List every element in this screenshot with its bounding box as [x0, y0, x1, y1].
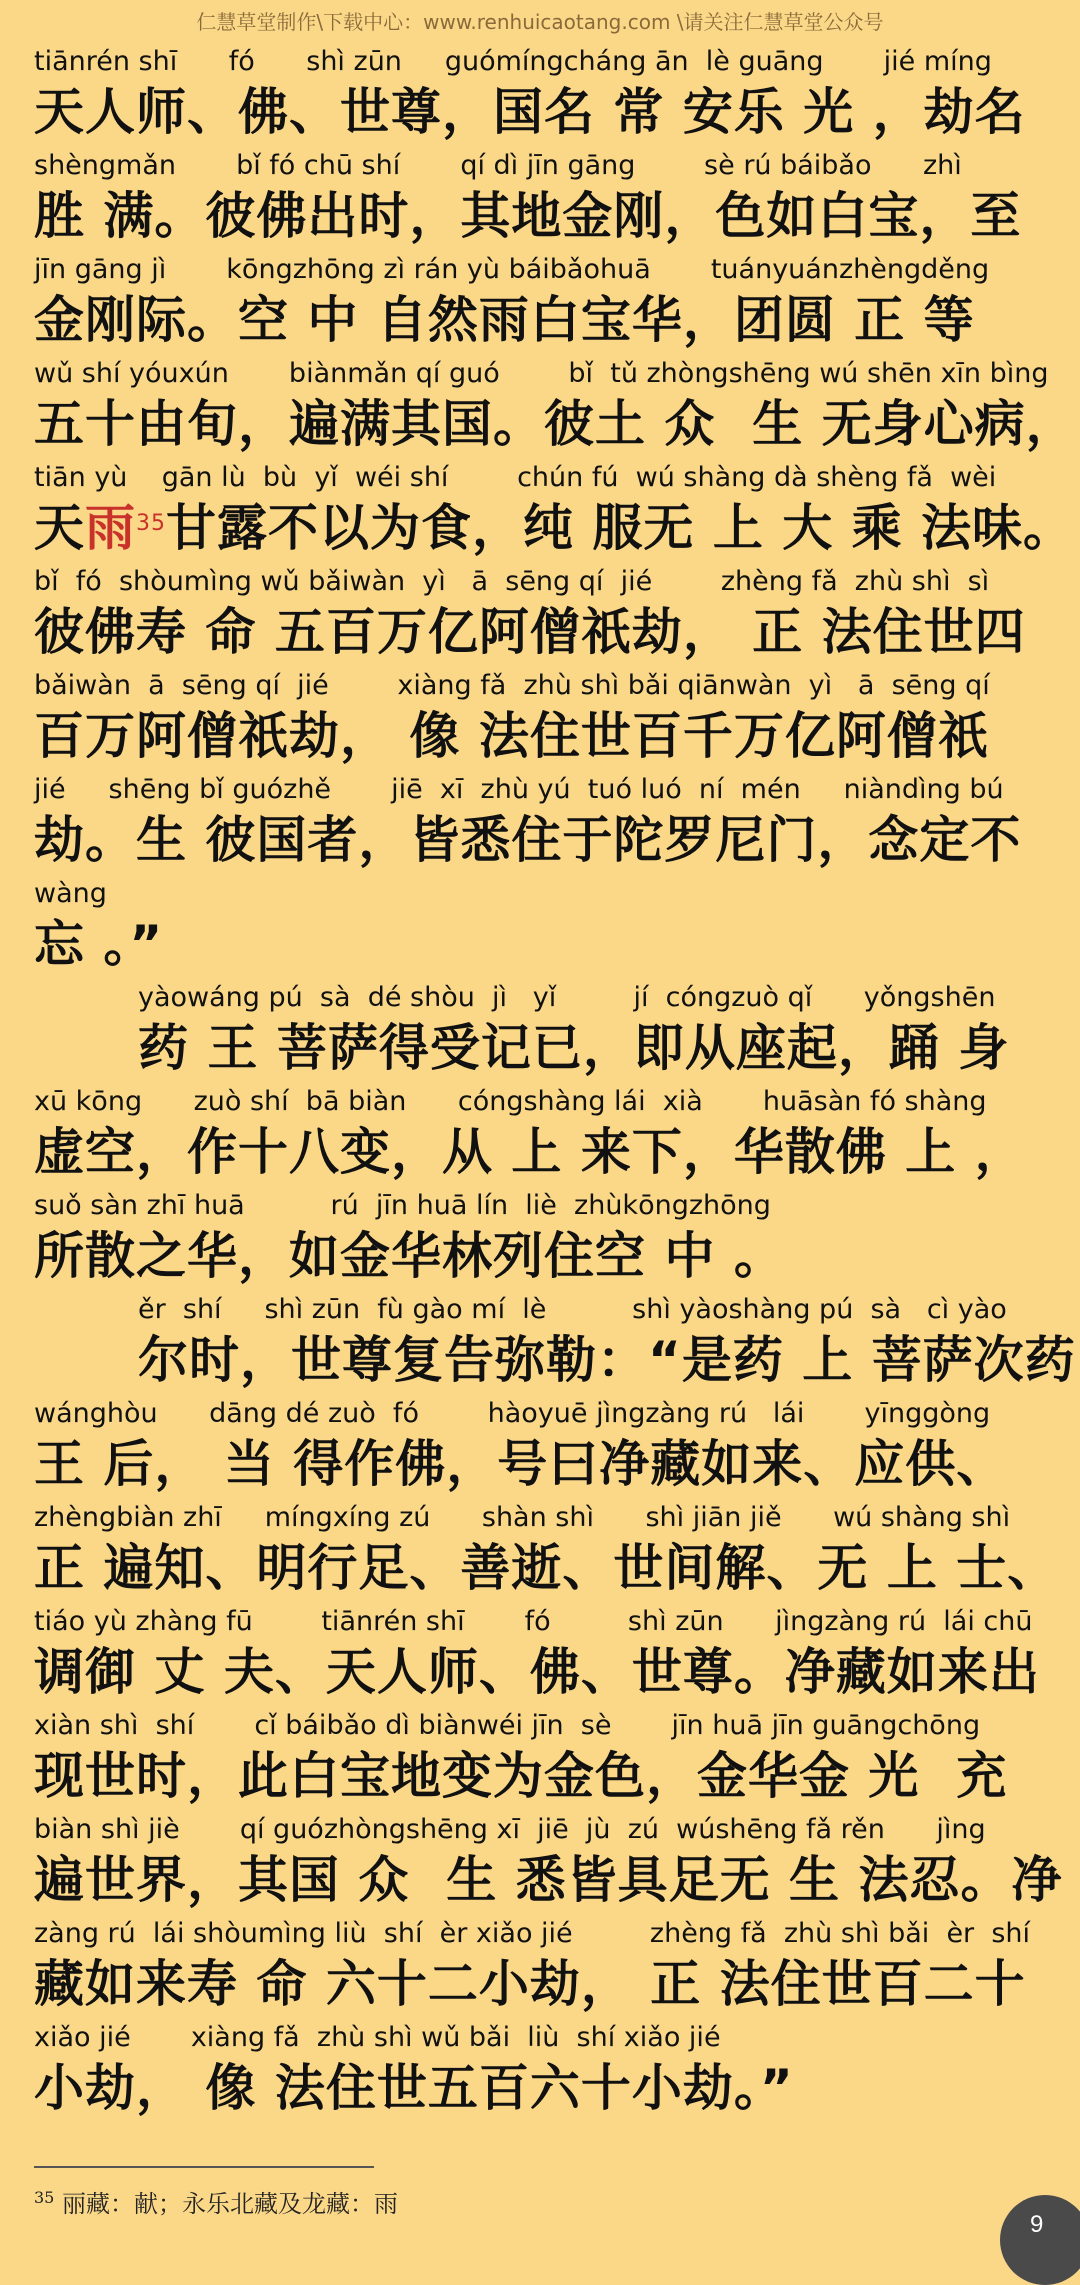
footnote-text: 丽藏：献；永乐北藏及龙藏：雨	[62, 2190, 398, 2218]
pinyin: jīn gāng jì kōngzhōng zì rán yù báibǎohuā tuányuánzhèngděng	[34, 254, 990, 285]
pinyin: tiáo yù zhàng fū tiānrén shī fó shì zūn jìngzàng rú lái chū	[34, 1606, 1033, 1637]
footnote-marker[interactable]: 35	[136, 511, 166, 536]
hanzi-segment: 甘露不以为食，纯 服无 上 大 乘 法味。	[166, 499, 1075, 557]
hanzi	[34, 496, 1075, 560]
page-number: 9	[1030, 2211, 1044, 2238]
pinyin: jié shēng bǐ guózhě jiē xī zhù yú tuó luó ní mén niàndìng bú	[34, 774, 1004, 805]
text-line	[34, 1292, 1076, 1396]
text-line	[34, 668, 1054, 772]
pinyin: wánghòu dāng dé zuò fó hàoyuē jìngzàng rú lái yīnggòng	[34, 1398, 991, 1429]
pinyin: wàng	[34, 878, 107, 909]
pinyin: zàng rú lái shòumìng liù shí èr xiǎo jié zhèng fǎ zhù shì bǎi èr shí	[34, 1918, 1031, 1949]
pinyin: ěr shí shì zūn fù gào mí lè shì yàoshàng pú sà cì yào	[138, 1294, 1007, 1325]
pinyin: xiàn shì shí cǐ báibǎo dì biànwéi jīn sè jīn huā jīn guāngchōng	[34, 1710, 981, 1741]
footnote-number: 35	[34, 2188, 55, 2207]
hanzi: 百万阿僧祇劫， 像 法住世百千万亿阿僧祇	[34, 707, 989, 765]
hanzi: 天人师、佛、世尊，国名 常 安乐 光 ，劫名	[34, 83, 1026, 141]
pinyin: tiān yù gān lù bù yǐ wéi shí chún fú wú shàng dà shèng fǎ wèi	[34, 462, 997, 493]
hanzi: 正 遍知、明行足、善逝、世间解、无 上 士、	[34, 1539, 1059, 1597]
text-line	[34, 2020, 1054, 2124]
hanzi: 藏如来寿 命 六十二小劫， 正 法住世百二十	[34, 1955, 1026, 2013]
pinyin: zhèngbiàn zhī míngxíng zú shàn shì shì jiān jiě wú shàng shì	[34, 1502, 1011, 1533]
text-line	[34, 1708, 1054, 1812]
text-line	[34, 460, 1075, 564]
hanzi: 现世时，此白宝地变为金色，金华金 光 充	[34, 1747, 1008, 1805]
text-line	[34, 772, 1054, 876]
text-line	[34, 1500, 1059, 1604]
hanzi: 小劫， 像 法住世五百六十小劫。”	[34, 2059, 794, 2117]
text-line	[34, 1188, 1054, 1292]
text-line	[34, 1396, 1054, 1500]
hanzi: 忘 。”	[34, 915, 164, 973]
hanzi: 金刚际。空 中 自然雨白宝华，团圆 正 等	[34, 291, 975, 349]
hanzi: 胜 满。彼佛出时，其地金刚，色如白宝，至	[34, 187, 1022, 245]
text-line	[34, 148, 1054, 252]
pinyin: tiānrén shī fó shì zūn guómíngcháng ān lè guāng jié míng	[34, 46, 992, 77]
pinyin: xiǎo jié xiàng fǎ zhù shì wǔ bǎi liù shí xiǎo jié	[34, 2022, 721, 2053]
pinyin: suǒ sàn zhī huā rú jīn huā lín liè zhùkōngzhōng	[34, 1190, 771, 1221]
text-line	[34, 44, 1054, 148]
text-line	[34, 564, 1054, 668]
sutra-text	[34, 44, 1077, 2124]
hanzi: 五十由旬，遍满其国。彼土 众 生 无身心病，	[34, 395, 1077, 453]
text-line	[34, 980, 1054, 1084]
hanzi: 药 王 菩萨得受记已，即从座起，踊 身	[138, 1019, 1010, 1077]
pinyin: shèngmǎn bǐ fó chū shí qí dì jīn gāng sè rú báibǎo zhì	[34, 150, 962, 181]
pinyin: bǐ fó shòumìng wǔ bǎiwàn yì ā sēng qí jié zhèng fǎ zhù shì sì	[34, 566, 990, 597]
hanzi: 遍世界，其国 众 生 悉皆具足无 生 法忍。净	[34, 1851, 1063, 1909]
hanzi: 劫。生 彼国者，皆悉住于陀罗尼门，念定不	[34, 811, 1022, 869]
pinyin: wǔ shí yóuxún biànmǎn qí guó bǐ tǔ zhòngshēng wú shēn xīn bìng	[34, 358, 1049, 389]
page-number-badge	[1000, 2195, 1080, 2285]
text-line	[34, 1812, 1063, 1916]
hanzi: 虚空，作十八变，从 上 来下，华散佛 上 ，	[34, 1123, 1026, 1181]
page-header: 仁慧草堂制作\下载中心：www.renhuicaotang.com \请关注仁慧草堂公众号	[196, 10, 884, 34]
hanzi: 王 后， 当 得作佛，号曰净藏如来、应供、	[34, 1435, 1008, 1493]
variant-character: 雨	[85, 499, 136, 557]
hanzi: 所散之华，如金华林列住空 中 。	[34, 1227, 785, 1285]
pinyin: yàowáng pú sà dé shòu jì yǐ jí cóngzuò qǐ yǒngshēn	[138, 982, 996, 1013]
hanzi: 彼佛寿 命 五百万亿阿僧祇劫， 正 法住世四	[34, 603, 1026, 661]
hanzi-segment: 天	[34, 499, 85, 557]
text-line	[34, 356, 1077, 460]
text-line	[34, 876, 1054, 980]
hanzi: 尔时，世尊复告弥勒：“是药 上 菩萨次药	[138, 1331, 1076, 1389]
footnote	[34, 2184, 398, 2219]
hanzi: 调御 丈 夫、天人师、佛、世尊。净藏如来出	[34, 1643, 1040, 1701]
text-line	[34, 1916, 1054, 2020]
text-line	[34, 252, 1054, 356]
text-line	[34, 1084, 1054, 1188]
pinyin: biàn shì jiè qí guózhòngshēng xī jiē jù zú wúshēng fǎ rěn jìng	[34, 1814, 986, 1845]
pinyin: xū kōng zuò shí bā biàn cóngshàng lái xià huāsàn fó shàng	[34, 1086, 987, 1117]
pinyin: bǎiwàn ā sēng qí jié xiàng fǎ zhù shì bǎi qiānwàn yì ā sēng qí	[34, 670, 990, 701]
footnote-divider	[34, 2166, 374, 2168]
text-line	[34, 1604, 1054, 1708]
